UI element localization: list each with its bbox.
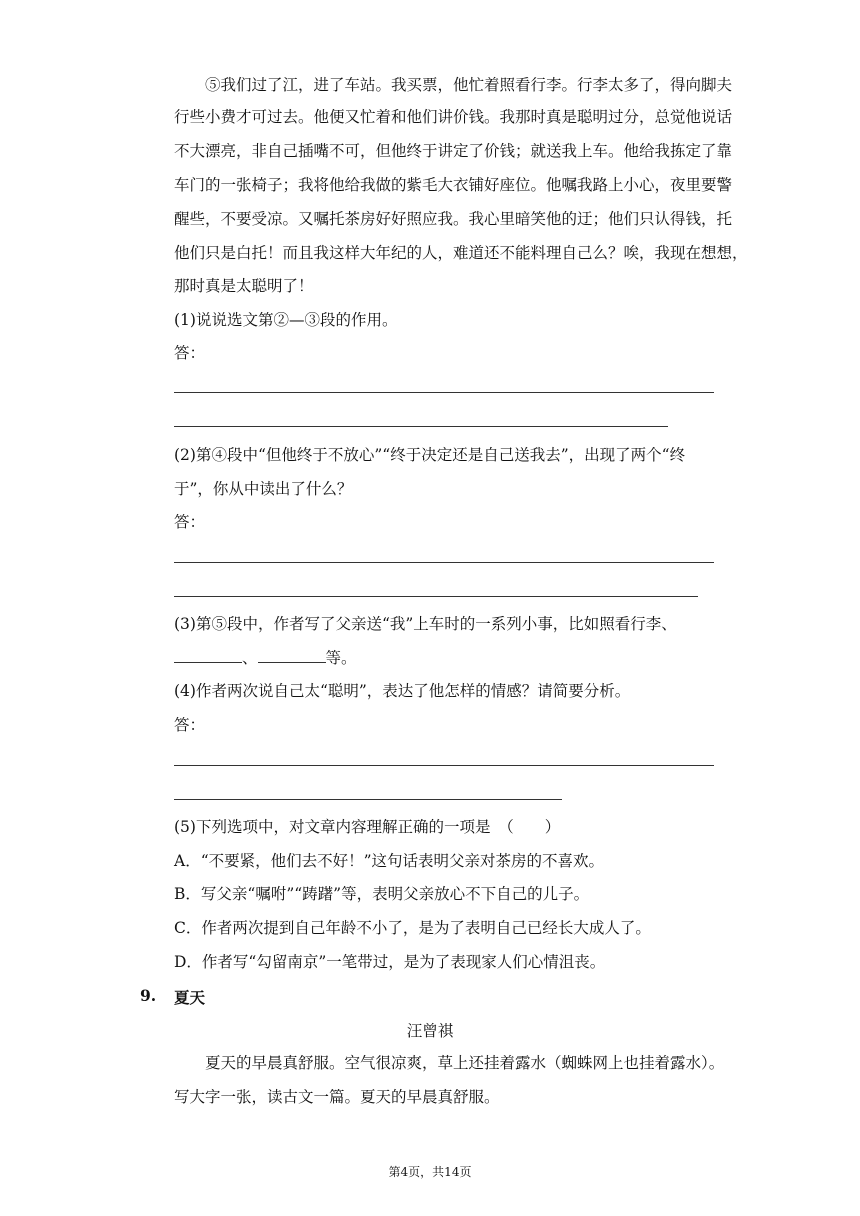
- page-footer: 第4页，共14页: [388, 1165, 472, 1179]
- question-3-end: 等。: [325, 649, 357, 667]
- answer-label: 答：: [174, 513, 206, 531]
- question-3-line-2: [174, 648, 357, 668]
- fill-blank-1[interactable]: [174, 648, 242, 663]
- answer-label: 答：: [174, 344, 206, 362]
- article-author: 汪曾祺: [406, 1022, 454, 1040]
- blank-separator: 、: [242, 649, 258, 667]
- answer-line[interactable]: [174, 562, 714, 563]
- passage-line: 不大漂亮，非自己插嘴不可，但他终于讲定了价钱；就送我上车。他给我拣定了靠: [174, 142, 733, 160]
- option-a[interactable]: A．“不要紧，他们去不好！”这句话表明父亲对茶房的不喜欢。: [174, 852, 605, 870]
- passage-line: 车门的一张椅子；我将他给我做的紫毛大衣铺好座位。他嘱我路上小心，夜里要警: [174, 176, 733, 194]
- answer-line[interactable]: [174, 765, 714, 766]
- answer-line[interactable]: [174, 799, 562, 800]
- passage-line: ⑤我们过了江，进了车站。我买票，他忙着照看行李。行李太多了，得向脚夫: [205, 76, 733, 94]
- question-2-line-1: (2)第④段中“但他终于不放心”“终于决定还是自己送我去”，出现了两个“终: [174, 446, 686, 464]
- answer-label: 答：: [174, 716, 206, 734]
- article-line: 写大字一张，读古文一篇。夏天的早晨真舒服。: [174, 1088, 500, 1106]
- question-5: (5)下列选项中，对文章内容理解正确的一项是 （ ）: [174, 818, 561, 836]
- question-2-line-2: 于”，你从中读出了什么？: [174, 480, 353, 498]
- article-line: 夏天的早晨真舒服。空气很凉爽，草上还挂着露水（蜘蛛网上也挂着露水）。: [205, 1054, 725, 1072]
- passage-line: 他们只是白托！而且我这样大年纪的人，难道还不能料理自己么？唉，我现在想想，: [174, 244, 748, 262]
- question-3-line-1: (3)第⑤段中，作者写了父亲送“我”上车时的一系列小事，比如照看行李、: [174, 615, 677, 633]
- passage-line: 醒些，不要受凉。又嘱托茶房好好照应我。我心里暗笑他的迂；他们只认得钱，托: [174, 210, 733, 228]
- passage-line: 行些小费才可过去。他便又忙着和他们讲价钱。我那时真是聪明过分，总觉他说话: [174, 108, 733, 126]
- article-title: 夏天: [174, 988, 206, 1007]
- passage-line: 那时真是太聪明了！: [174, 277, 314, 295]
- question-9-number: 9.: [140, 986, 157, 1005]
- answer-line[interactable]: [174, 392, 714, 393]
- answer-line[interactable]: [174, 426, 668, 427]
- question-1: (1)说说选文第②—③段的作用。: [174, 311, 398, 329]
- option-d[interactable]: D．作者写“勾留南京”一笔带过，是为了表现家人们心情沮丧。: [174, 953, 606, 971]
- question-4: (4)作者两次说自己太“聪明”，表达了他怎样的情感？请简要分析。: [174, 682, 631, 700]
- fill-blank-2[interactable]: [258, 648, 326, 663]
- option-b[interactable]: B．写父亲“嘱咐”“踌躇”等，表明父亲放心不下自己的儿子。: [174, 885, 590, 903]
- answer-line[interactable]: [174, 596, 698, 597]
- option-c[interactable]: C．作者两次提到自己年龄不小了，是为了表明自己已经长大成人了。: [174, 919, 651, 937]
